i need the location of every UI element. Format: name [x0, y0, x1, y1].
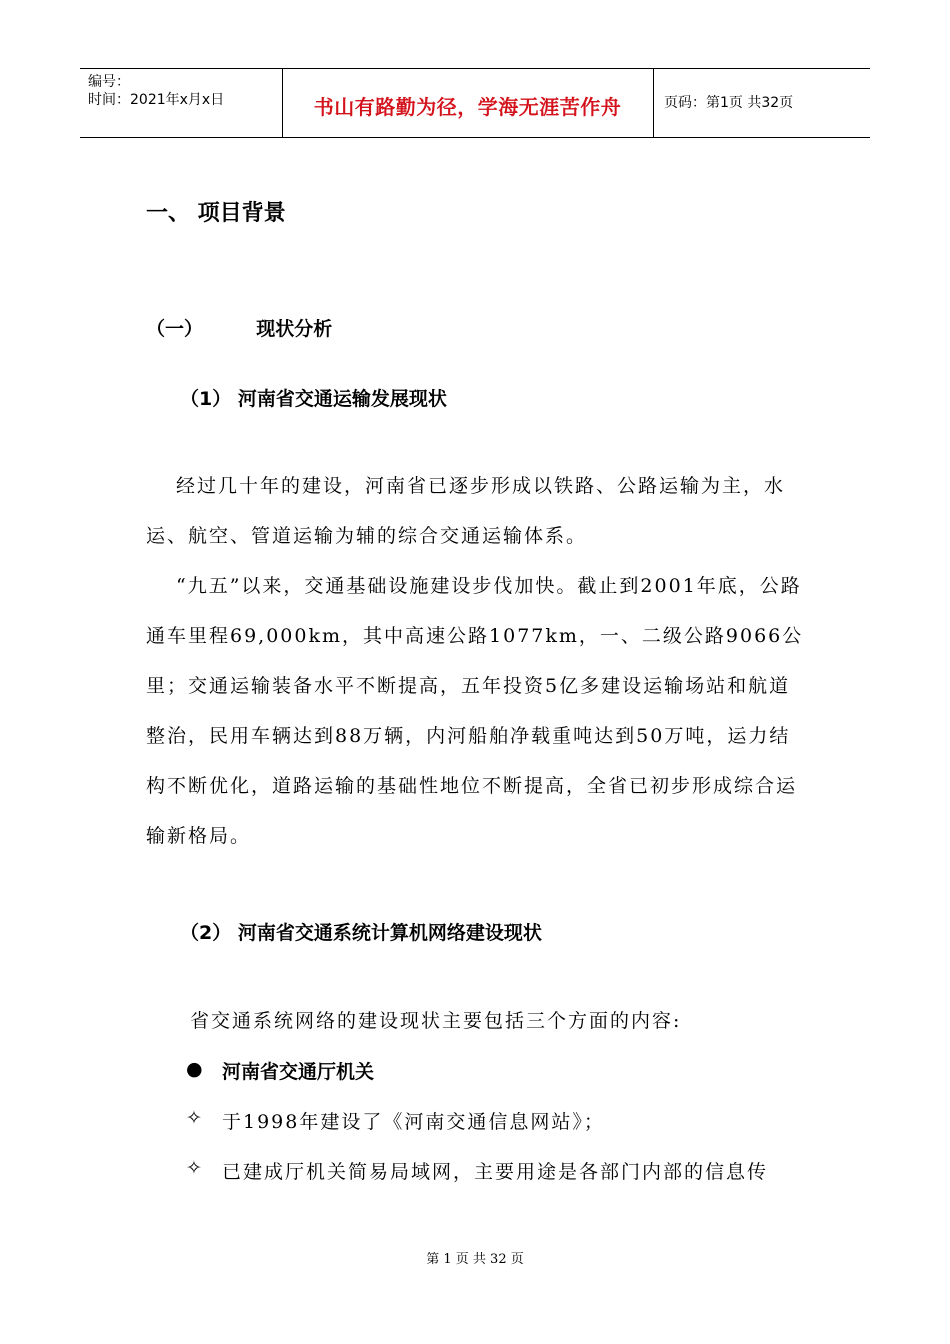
paragraph: 省交通系统网络的建设现状主要包括三个方面的内容: — [190, 1010, 682, 1032]
header-left-cell — [80, 69, 283, 137]
heading-1: 一、 项目背景 — [146, 201, 286, 226]
number-label: 编号： — [88, 74, 130, 90]
paragraph: 经过几十年的建设，河南省已逐步形成以铁路、公路运输为主，水运、航空、管道运输为辅的综合交通运输体系。 — [146, 475, 786, 547]
header-page-cell — [654, 69, 870, 137]
list-item: 已建成厅机关简易局域网，主要用途是各部门内部的信息传 — [222, 1161, 769, 1183]
diamond-star-icon: ✧ — [186, 1107, 202, 1129]
page-info: 页码：第1页 共32页 — [664, 95, 794, 111]
heading-2-text: 现状分析 — [256, 318, 333, 340]
header-motto-cell — [282, 69, 654, 137]
section-2-title: （2） 河南省交通系统计算机网络建设现状 — [180, 922, 542, 944]
heading-2 — [146, 314, 332, 341]
list-item: 于1998年建设了《河南交通信息网站》； — [222, 1111, 605, 1133]
heading-2-number: （一） — [146, 318, 204, 340]
header-table — [80, 68, 870, 138]
time-label: 时间：2021年x月x日 — [88, 92, 225, 108]
bullet-dot-icon: ● — [186, 1058, 203, 1080]
paragraph: “九五”以来，交通基础设施建设步伐加快。截止到2001年底，公路通车里程69,000km，其中高速公路1077km，一、二级公路9066公里；交通运输装备水平不断提高，五年投资5亿多建设运输场站和航道整治，民用车辆达到88万辆，内河船舶净载重吨达到50万吨，运力结构不断优化，道路运输的基础性地位不断提高，全省已初步形成综合运输新格局。 — [146, 575, 804, 847]
motto: 书山有路勤为径，学海无涯苦作舟 — [313, 95, 622, 119]
diamond-star-icon: ✧ — [186, 1157, 202, 1179]
section-1-title: （1） 河南省交通运输发展现状 — [180, 388, 447, 410]
bullet-heading: 河南省交通厅机关 — [222, 1061, 375, 1083]
page-footer: 第 1 页 共 32 页 — [426, 1252, 524, 1267]
